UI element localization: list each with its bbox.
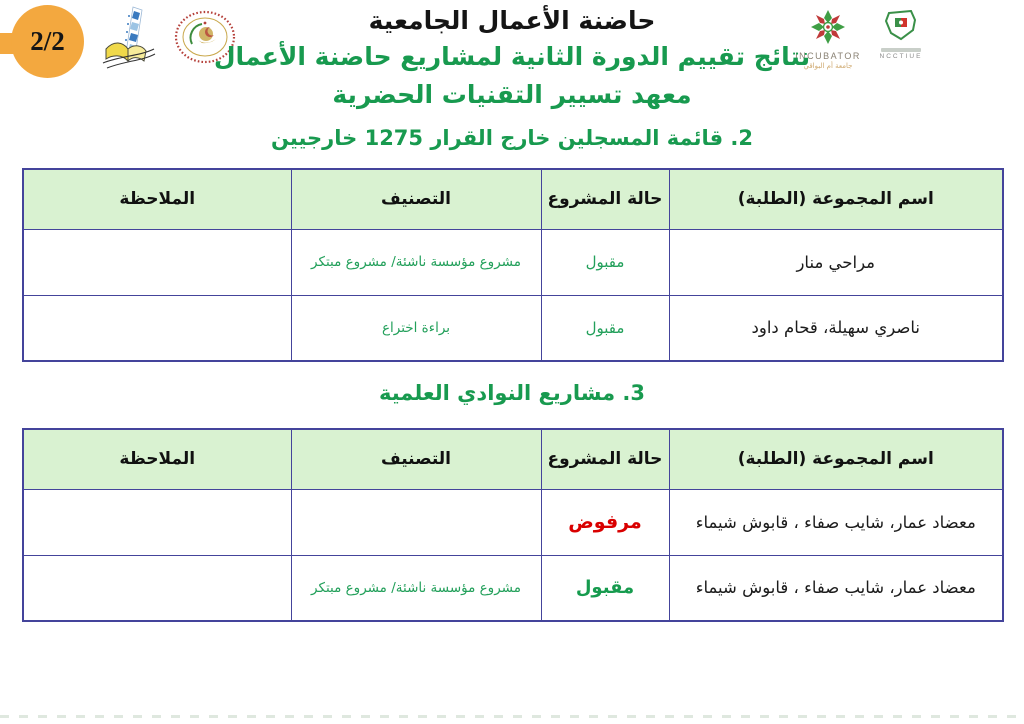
note-cell — [23, 489, 291, 555]
classification-cell: مشروع مؤسسة ناشئة/ مشروع مبتكر — [291, 229, 541, 295]
table-row — [23, 555, 1003, 621]
incubator-wordmark: INCUBATOR — [795, 51, 861, 61]
ncctiue-wordmark: NCCTIUE — [879, 53, 923, 60]
table-header-row — [23, 429, 1003, 489]
classification-cell: مشروع مؤسسة ناشئة/ مشروع مبتكر — [291, 555, 541, 621]
classification-cell — [291, 489, 541, 555]
note-cell — [23, 295, 291, 361]
col-header-classification: التصنيف — [291, 429, 541, 489]
group-name-cell: مراحي منار — [669, 229, 1003, 295]
bottom-dashed-rule — [0, 715, 1024, 718]
col-header-group-name: اسم المجموعة (الطلبة) — [669, 169, 1003, 229]
col-header-note: الملاحظة — [23, 429, 291, 489]
page-number-badge: 2/2 — [11, 5, 84, 78]
scientific-clubs-projects-table — [22, 428, 1004, 622]
section-3-heading: 3. مشاريع النوادي العلمية — [378, 381, 646, 405]
group-name-cell: معضاد عمار، شايب صفاء ، قابوش شيماء — [669, 555, 1003, 621]
col-header-project-status: حالة المشروع — [541, 169, 669, 229]
page-subtitle: نتائج تقييم الدورة الثانية لمشاريع حاضنة الأعمال — [213, 42, 811, 71]
status-cell-accepted: مقبول — [541, 555, 669, 621]
table-header-row — [23, 169, 1003, 229]
status-cell-rejected: مرفوض — [541, 489, 669, 555]
section-2-heading: 2. قائمة المسجلين خارج القرار 1275 خارجيين — [270, 126, 754, 150]
group-name-cell: ناصري سهيلة، قحام داود — [669, 295, 1003, 361]
institute-name: معهد تسيير التقنيات الحضرية — [332, 80, 692, 109]
table-row — [23, 489, 1003, 555]
col-header-group-name: اسم المجموعة (الطلبة) — [669, 429, 1003, 489]
col-header-project-status: حالة المشروع — [541, 429, 669, 489]
note-cell — [23, 555, 291, 621]
col-header-classification: التصنيف — [291, 169, 541, 229]
col-header-note: الملاحظة — [23, 169, 291, 229]
incubator-subtitle: جامعة أم البواقي — [803, 62, 853, 70]
registered-outside-decision-table — [22, 168, 1004, 362]
page-title: حاضنة الأعمال الجامعية — [368, 6, 656, 35]
status-cell: مقبول — [541, 229, 669, 295]
status-cell: مقبول — [541, 295, 669, 361]
note-cell — [23, 229, 291, 295]
table-row — [23, 295, 1003, 361]
table-row — [23, 229, 1003, 295]
group-name-cell: معضاد عمار، شايب صفاء ، قابوش شيماء — [669, 489, 1003, 555]
classification-cell: براءة اختراع — [291, 295, 541, 361]
